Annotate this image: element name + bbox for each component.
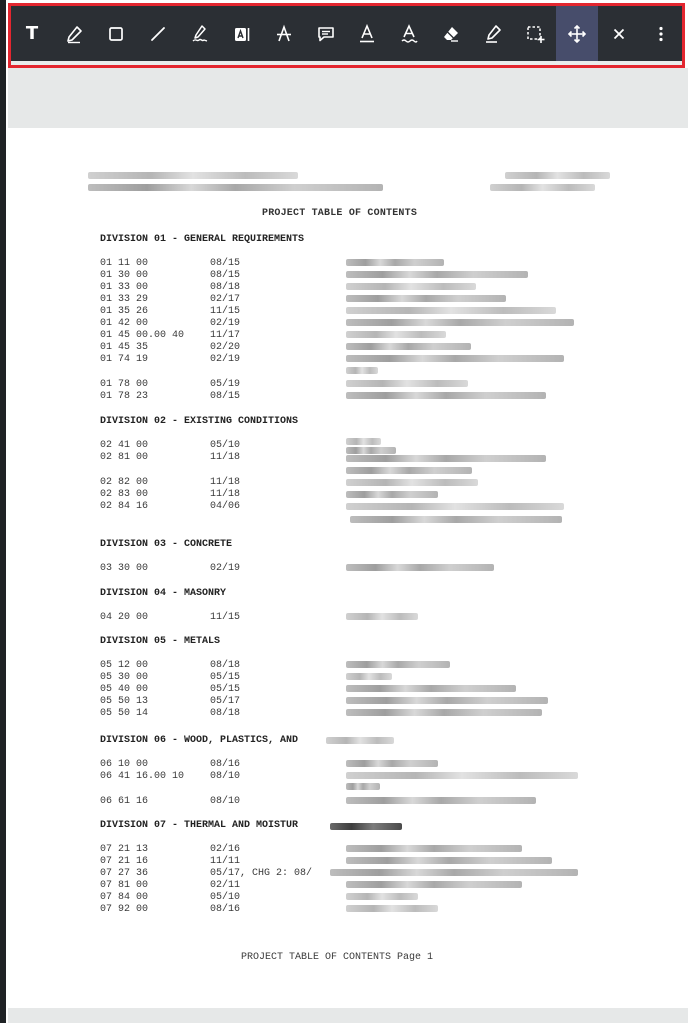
redacted-heading-suffix: [326, 737, 394, 744]
pen-icon: [64, 24, 84, 44]
redacted-section-title: [346, 697, 548, 704]
redacted-section-title: [346, 295, 506, 302]
spec-date: 02/19: [210, 318, 241, 329]
text-box-icon: [232, 24, 252, 44]
comment-tool-button[interactable]: [305, 6, 347, 61]
redacted-section-title: [346, 673, 392, 680]
redacted-section-title: [330, 869, 578, 876]
signature-icon: [190, 24, 210, 44]
text-box-tool-button[interactable]: [221, 6, 263, 61]
spec-code: 07 27 36: [100, 868, 149, 879]
spec-code: 02 82 00: [100, 477, 149, 488]
spec-date: 11/15: [210, 306, 241, 317]
spec-date: 08/18: [210, 282, 241, 293]
redacted-section-title: [346, 613, 418, 620]
spec-code: 01 33 00: [100, 282, 149, 293]
strikethrough-icon: [274, 24, 294, 44]
highlighter-tool-button[interactable]: [472, 6, 514, 61]
squiggly-underline-icon: [399, 24, 419, 44]
spec-date: 11/18: [210, 489, 241, 500]
spec-code: 01 74 19: [100, 354, 149, 365]
spec-code: 01 78 23: [100, 391, 149, 402]
rectangle-icon: [106, 24, 126, 44]
redacted-section-title: [346, 845, 522, 852]
spec-code: 06 41 16.00 10: [100, 771, 185, 782]
redacted-section-title: [346, 661, 450, 668]
spec-date: 02/19: [210, 354, 241, 365]
spec-date: 05/17, CHG 2: 08/: [210, 868, 313, 879]
redacted-section-title: [350, 516, 562, 523]
spec-code: 01 42 00: [100, 318, 149, 329]
redacted-section-title: [346, 564, 494, 571]
redacted-section-title: [346, 355, 564, 362]
redacted-section-title: [346, 857, 552, 864]
division-heading: DIVISION 06 - WOOD, PLASTICS, AND: [100, 735, 299, 746]
redacted-section-title: [346, 479, 478, 486]
redacted-section-title: [346, 709, 542, 716]
division-heading: DIVISION 05 - METALS: [100, 636, 221, 647]
more-options-button[interactable]: [640, 6, 682, 61]
area-select-icon: [525, 24, 545, 44]
redacted-section-title: [346, 783, 380, 790]
spec-code: 01 33 29: [100, 294, 149, 305]
redacted-section-title: [346, 271, 528, 278]
move-tool-button[interactable]: [556, 6, 598, 61]
spec-code: 06 61 16: [100, 796, 149, 807]
spec-date: 08/18: [210, 660, 241, 671]
spec-code: 05 50 13: [100, 696, 149, 707]
line-tool-button[interactable]: [137, 6, 179, 61]
window-left-edge: [0, 0, 6, 1023]
spec-code: 01 30 00: [100, 270, 149, 281]
viewer-gutter-top: [8, 68, 688, 128]
division-heading: DIVISION 01 - GENERAL REQUIREMENTS: [100, 234, 305, 245]
spec-date: 02/20: [210, 342, 241, 353]
spec-date: 02/16: [210, 844, 241, 855]
close-tool-button[interactable]: [598, 6, 640, 61]
spec-code: 07 81 00: [100, 880, 149, 891]
division-heading: DIVISION 04 - MASONRY: [100, 588, 227, 599]
redacted-section-title: [346, 367, 378, 374]
redacted-section-title: [346, 380, 468, 387]
spec-date: 08/10: [210, 796, 241, 807]
eraser-icon: [441, 24, 461, 44]
redacted-header-text: [490, 184, 595, 191]
document-title: PROJECT TABLE OF CONTENTS: [262, 208, 418, 219]
move-icon: [567, 24, 587, 44]
spec-code: 07 21 16: [100, 856, 149, 867]
spec-date: 05/15: [210, 672, 241, 683]
redacted-section-title: [346, 503, 564, 510]
redacted-section-title: [346, 685, 516, 692]
redacted-section-title: [346, 438, 381, 445]
redacted-section-title: [346, 772, 578, 779]
highlighter-icon: [483, 24, 503, 44]
squiggly-underline-tool-button[interactable]: [388, 6, 430, 61]
redacted-section-title: [346, 392, 546, 399]
spec-date: 05/19: [210, 379, 241, 390]
line-icon: [148, 24, 168, 44]
redacted-header-text: [505, 172, 610, 179]
spec-code: 03 30 00: [100, 563, 149, 574]
redacted-section-title: [346, 259, 444, 266]
redacted-section-title: [346, 447, 396, 454]
area-select-tool-button[interactable]: [514, 6, 556, 61]
spec-date: 11/17: [210, 330, 241, 341]
spec-date: 08/16: [210, 759, 241, 770]
spec-date: 11/18: [210, 452, 241, 463]
redacted-section-title: [346, 905, 438, 912]
spec-code: 05 30 00: [100, 672, 149, 683]
spec-date: 08/15: [210, 258, 241, 269]
spec-date: 11/18: [210, 477, 241, 488]
spec-date: 05/15: [210, 684, 241, 695]
redacted-section-title: [346, 760, 438, 767]
spec-code: 01 45 00.00 40: [100, 330, 185, 341]
spec-code: 02 41 00: [100, 440, 149, 451]
more-vertical-icon: [651, 24, 671, 44]
spec-date: 08/10: [210, 771, 241, 782]
spec-date: 08/16: [210, 904, 241, 915]
signature-tool-button[interactable]: [179, 6, 221, 61]
redacted-section-title: [346, 893, 418, 900]
spec-date: 02/17: [210, 294, 241, 305]
underline-icon: [357, 24, 377, 44]
strikethrough-tool-button[interactable]: [263, 6, 305, 61]
spec-code: 01 45 35: [100, 342, 149, 353]
comment-icon: [316, 24, 336, 44]
spec-code: 01 35 26: [100, 306, 149, 317]
spec-code: 01 11 00: [100, 258, 149, 269]
division-heading: DIVISION 03 - CONCRETE: [100, 539, 233, 550]
redacted-header-text: [88, 172, 298, 179]
division-heading: DIVISION 02 - EXISTING CONDITIONS: [100, 416, 299, 427]
redacted-section-title: [346, 343, 471, 350]
close-icon: [609, 24, 629, 44]
redacted-header-text: [88, 184, 383, 191]
redacted-heading-suffix: [330, 823, 402, 830]
rectangle-tool-button[interactable]: [95, 6, 137, 61]
spec-date: 05/17: [210, 696, 241, 707]
page-footer: PROJECT TABLE OF CONTENTS Page 1: [241, 952, 434, 963]
pen-tool-button[interactable]: [53, 6, 95, 61]
spec-date: 08/15: [210, 270, 241, 281]
spec-code: 01 78 00: [100, 379, 149, 390]
annotation-toolbar: [11, 6, 682, 61]
spec-code: 07 84 00: [100, 892, 149, 903]
text-icon: T: [25, 23, 39, 44]
spec-date: 02/19: [210, 563, 241, 574]
eraser-tool-button[interactable]: [430, 6, 472, 61]
text-tool-button[interactable]: [11, 6, 53, 61]
redacted-section-title: [346, 319, 574, 326]
underline-tool-button[interactable]: [347, 6, 389, 61]
spec-date: 04/06: [210, 501, 241, 512]
spec-code: 07 92 00: [100, 904, 149, 915]
spec-code: 05 50 14: [100, 708, 149, 719]
spec-date: 08/15: [210, 391, 241, 402]
spec-code: 05 40 00: [100, 684, 149, 695]
redacted-section-title: [346, 283, 476, 290]
viewer-gutter-bottom: [8, 1008, 688, 1023]
redacted-section-title: [346, 797, 536, 804]
spec-code: 02 83 00: [100, 489, 149, 500]
redacted-section-title: [346, 331, 446, 338]
spec-date: 05/10: [210, 892, 241, 903]
spec-date: 05/10: [210, 440, 241, 451]
spec-code: 05 12 00: [100, 660, 149, 671]
spec-code: 06 10 00: [100, 759, 149, 770]
redacted-section-title: [346, 307, 556, 314]
redacted-section-title: [346, 881, 522, 888]
redacted-section-title: [346, 491, 438, 498]
redacted-section-title: [346, 455, 546, 462]
spec-date: 11/15: [210, 612, 241, 623]
redacted-section-title: [346, 467, 472, 474]
spec-date: 11/11: [210, 856, 241, 867]
spec-date: 08/18: [210, 708, 241, 719]
spec-code: 07 21 13: [100, 844, 149, 855]
spec-code: 02 84 16: [100, 501, 149, 512]
spec-code: 02 81 00: [100, 452, 149, 463]
spec-code: 04 20 00: [100, 612, 149, 623]
spec-date: 02/11: [210, 880, 241, 891]
division-heading: DIVISION 07 - THERMAL AND MOISTUR: [100, 820, 299, 831]
